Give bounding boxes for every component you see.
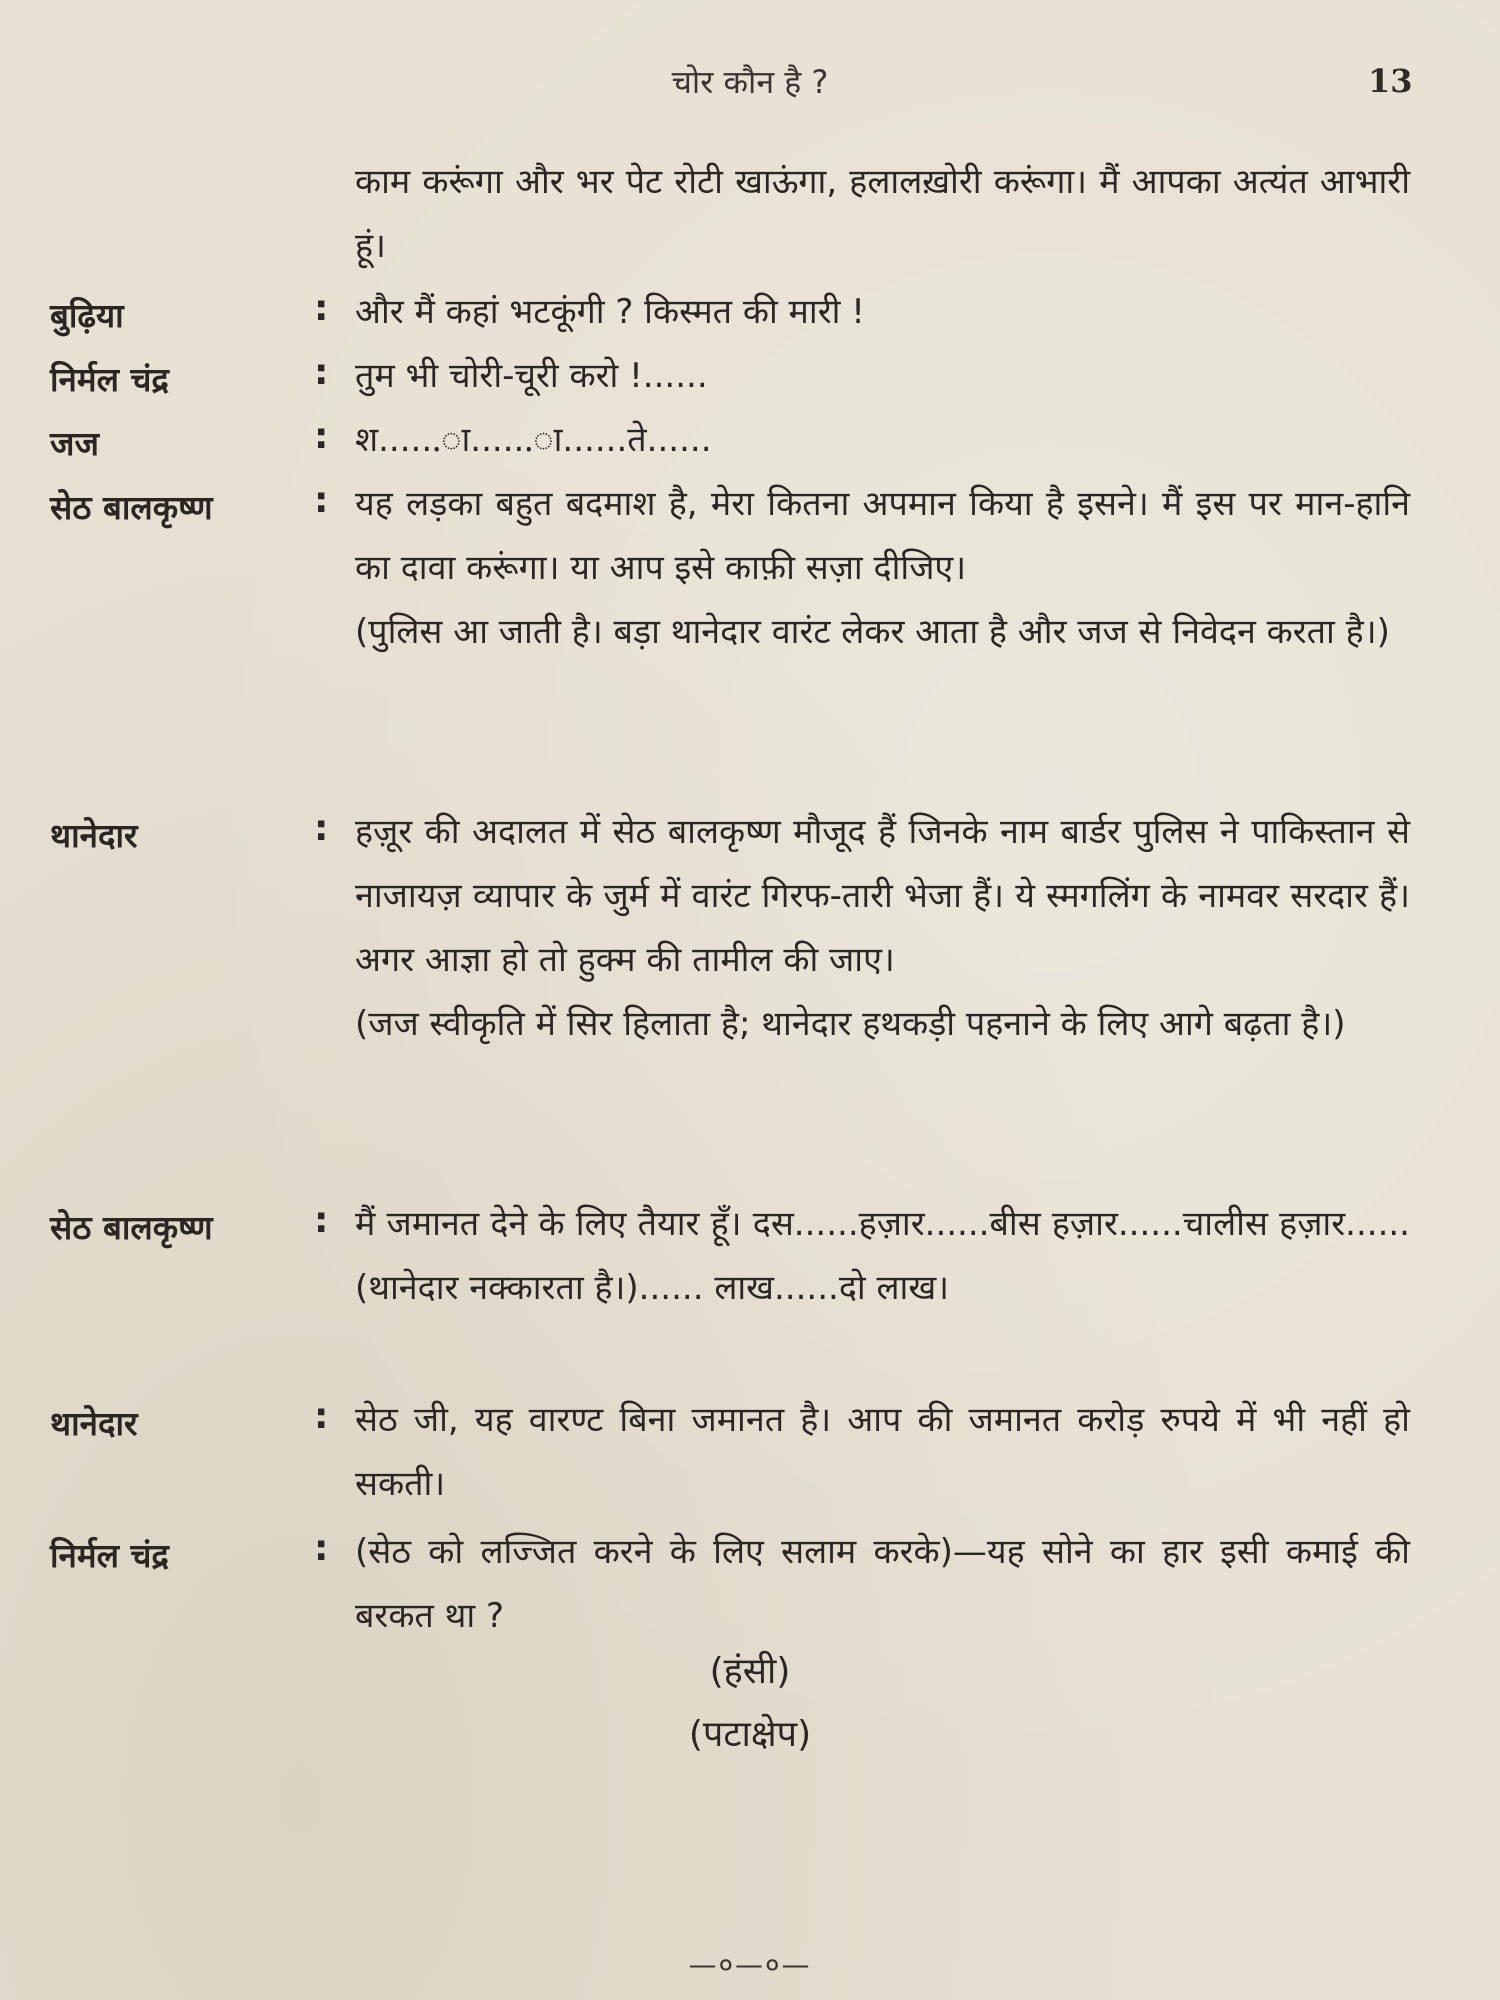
speech-text xyxy=(355,1520,1410,1648)
speech-paragraph: काम करूंगा और भर पेट रोटी खाऊंगा, हलालख़ोरी करूंगा। मैं आपका अत्यंत आभारी हूं। xyxy=(355,162,1410,266)
speaker-name: निर्मल चंद्र xyxy=(50,360,169,399)
stage-direction: (जज स्वीकृति में सिर हिलाता है; थानेदार हथकड़ी पहनाने के लिए आगे बढ़ता है।) xyxy=(355,1004,1346,1044)
speech-text xyxy=(355,150,1410,278)
speaker-name: निर्मल चंद्र xyxy=(50,1536,169,1575)
speaker-colon: : xyxy=(314,1200,329,1241)
speech-paragraph: यह लड़का बहुत बदमाश है, मेरा कितना अपमान किया है इसने। मैं इस पर मान-हानि का दावा करूंगा। या आप इसे काफ़ी सज़ा दीजिए। xyxy=(355,484,1410,588)
speech-paragraph: मैं जमानत देने के लिए तैयार हूँ। दस......हज़ार......बीस हज़ार......चालीस हज़ार......(थानेदार नक्कारता है।)...... लाख......दो लाख। xyxy=(355,1204,1410,1308)
speech-text xyxy=(355,1388,1410,1516)
speech-paragraph: श......ा......ा......ते...... xyxy=(355,420,712,460)
speech-text xyxy=(355,800,1410,1056)
speaker-colon: : xyxy=(314,352,329,393)
speaker-name: थानेदार xyxy=(50,816,138,855)
speaker-colon: : xyxy=(314,480,329,521)
speech-paragraph: हज़ूर की अदालत में सेठ बालकृष्ण मौजूद हैं जिनके नाम बार्डर पुलिस ने पाकिस्तान से नाजायज़ व्यापार के जुर्म में वारंट गिरफ-तारी भेजा हैं। ये स्मगलिंग के नामवर सरदार हैं। अगर आज्ञा हो तो हुक्म की तामील की जाए। xyxy=(355,812,1410,980)
speech-text xyxy=(355,344,1410,408)
speech-paragraph: और मैं कहां भटकूंगी ? किस्मत की मारी ! xyxy=(355,292,865,332)
speech-paragraph: (सेठ को लज्जित करने के लिए सलाम करके)—यह सोने का हार इसी कमाई की बरकत था ? xyxy=(355,1532,1410,1636)
page-number: 13 xyxy=(1368,62,1413,100)
speaker-colon: : xyxy=(314,1528,329,1569)
speech-paragraph: सेठ जी, यह वारण्ट बिना जमानत है। आप की जमानत करोड़ रुपये में भी नहीं हो सकती। xyxy=(355,1400,1410,1504)
speech-paragraph: तुम भी चोरी-चूरी करो !...... xyxy=(355,356,708,396)
speaker-name: सेठ बालकृष्ण xyxy=(50,1208,213,1247)
speech-text xyxy=(355,1192,1410,1320)
speaker-name: सेठ बालकृष्ण xyxy=(50,488,213,527)
speaker-colon: : xyxy=(314,1396,329,1437)
running-title: चोर कौन है ? xyxy=(671,63,829,101)
speech-text xyxy=(355,472,1410,664)
speaker-name: थानेदार xyxy=(50,1404,138,1443)
stage-direction-curtain: (पटाक्षेप) xyxy=(688,1714,812,1755)
end-ornament: —०—०— xyxy=(688,1948,812,1981)
speech-text xyxy=(355,408,1410,472)
stage-direction-laughter: (हंसी) xyxy=(709,1651,791,1692)
speaker-colon: : xyxy=(314,808,329,849)
speaker-name: जज xyxy=(50,424,99,463)
speech-text xyxy=(355,280,1410,344)
speaker-colon: : xyxy=(314,288,329,329)
stage-direction: (पुलिस आ जाती है। बड़ा थानेदार वारंट लेकर आता है और जज से निवेदन करता है।) xyxy=(355,612,1390,652)
speaker-name: बुढ़िया xyxy=(50,296,124,335)
speaker-colon: : xyxy=(314,416,329,457)
